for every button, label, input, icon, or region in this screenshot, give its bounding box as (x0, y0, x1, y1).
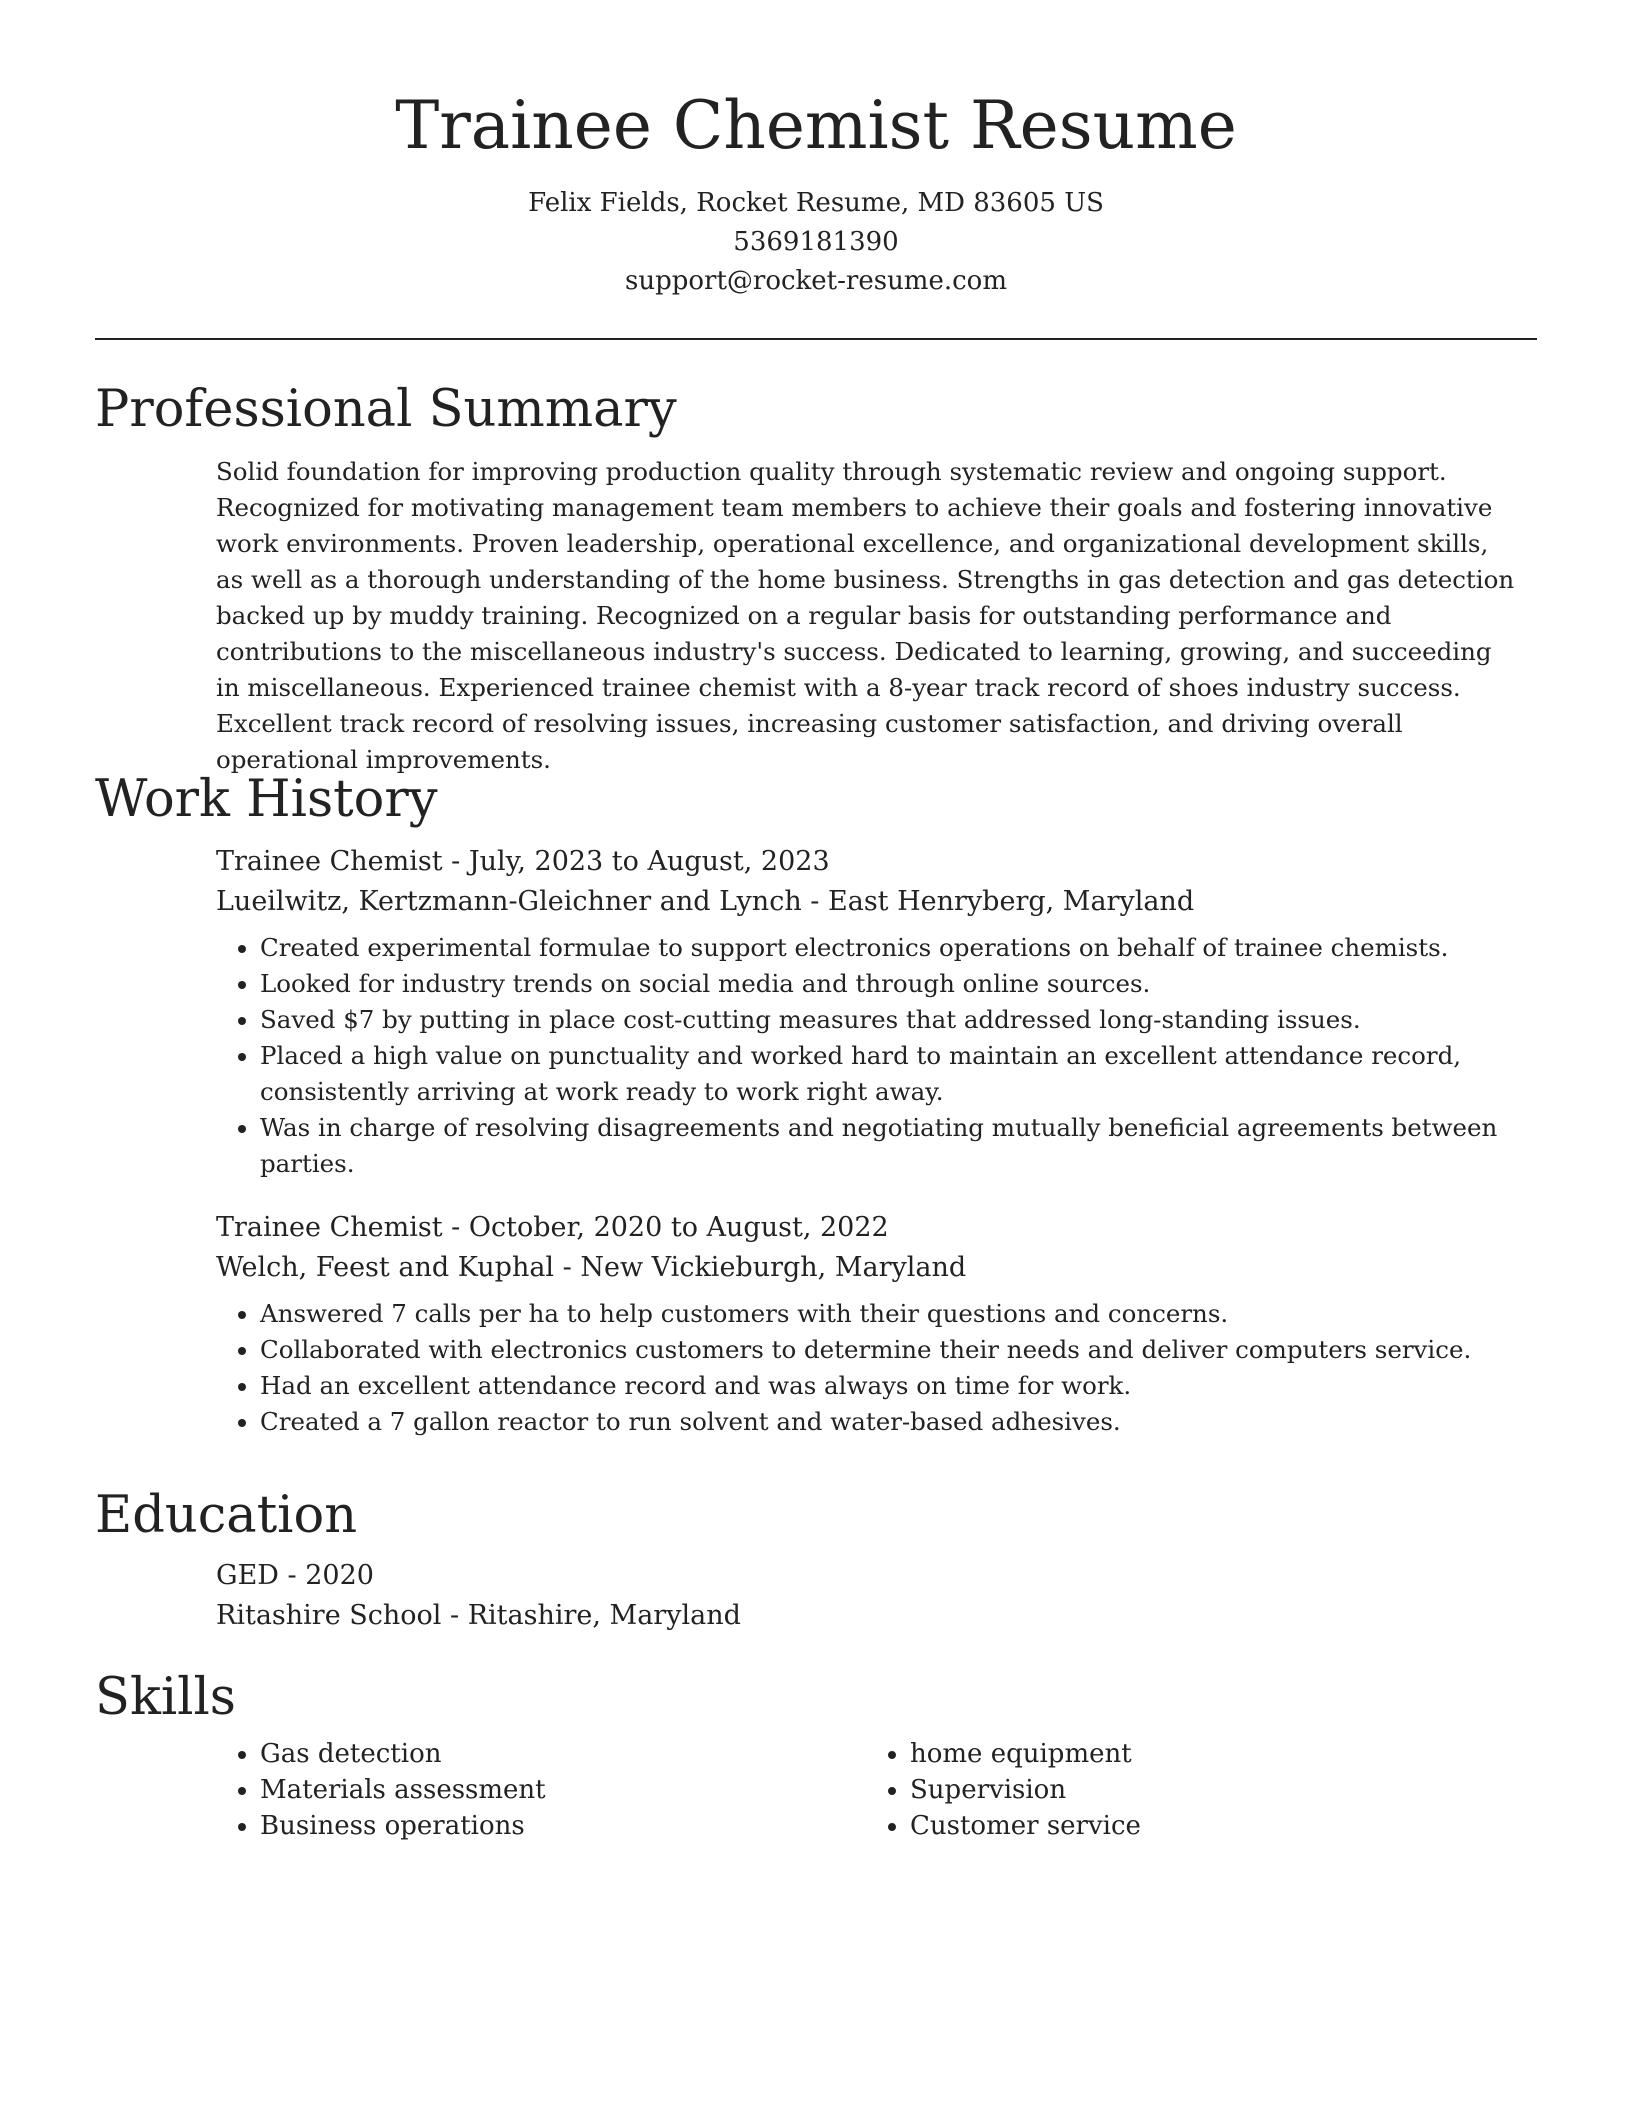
job-bullets (216, 930, 1516, 1182)
contact-phone: 5369181390 (733, 227, 899, 257)
summary-heading: Professional Summary (95, 380, 677, 439)
job-bullet: • Created a 7 gallon reactor to run solvent and water-based adhesives. (260, 1404, 1516, 1440)
skills-grid (216, 1736, 1516, 1844)
job-location: - East Henryberg, Maryland (801, 886, 1195, 917)
skills-section (95, 1666, 1537, 1844)
job-company-line (216, 882, 1516, 922)
skill-item: • Business operations (260, 1808, 866, 1844)
job-title-line (216, 842, 1516, 882)
job-bullet: • Had an excellent attendance record and was always on time for work. (260, 1368, 1516, 1404)
skill-item: • Customer service (910, 1808, 1516, 1844)
skills-column-left (216, 1736, 866, 1844)
contact-address: Felix Fields, Rocket Resume, MD 83605 US (528, 188, 1104, 218)
education-school-line (216, 1596, 1516, 1636)
header-divider (95, 338, 1537, 340)
job-title: Trainee Chemist (216, 846, 443, 877)
job-dates: - July, 2023 to August, 2023 (442, 846, 830, 877)
skill-item: • home equipment (910, 1736, 1516, 1772)
education-school: Ritashire School (216, 1600, 442, 1631)
job-entry (216, 1208, 1516, 1440)
education-year: - 2020 (278, 1560, 374, 1591)
work-history-heading: Work History (95, 770, 438, 829)
skill-item: • Supervision (910, 1772, 1516, 1808)
job-location: - New Vickieburgh, Maryland (554, 1252, 967, 1283)
contact-email: support@rocket-resume.com (624, 266, 1007, 296)
job-bullet: • Placed a high value on punctuality and worked hard to maintain an excellent attendance record, consistently arriving at work ready to work right away. (260, 1038, 1516, 1110)
job-title-line (216, 1208, 1516, 1248)
education-heading: Education (95, 1486, 358, 1545)
job-bullet: • Looked for industry trends on social media and through online sources. (260, 966, 1516, 1002)
resume-header (0, 0, 1632, 301)
summary-section (95, 378, 1537, 778)
contact-block (0, 184, 1632, 301)
job-bullets (216, 1296, 1516, 1440)
job-bullet: • Created experimental formulae to support electronics operations on behalf of trainee chemists. (260, 930, 1516, 966)
job-bullet: • Was in charge of resolving disagreements and negotiating mutually beneficial agreements between parties. (260, 1110, 1516, 1182)
job-company: Welch, Feest and Kuphal (216, 1252, 555, 1283)
resume-title: Trainee Chemist Resume (395, 87, 1237, 164)
summary-text: Solid foundation for improving production quality through systematic review and ongoing support. Recognized for motivating management team members to achieve their goals and fostering innovative work environments. Proven leadership, operational excellence, and organizational development skills, as well as a thorough understanding of the home business. Strengths in gas detection and gas detection backed up by muddy training. Recognized on a regular basis for outstanding performance and contributions to the miscellaneous industry's success. Dedicated to learning, growing, and succeeding in miscellaneous. Experienced trainee chemist with a 8-year track record of shoes industry success. Excellent track record of resolving issues, increasing customer satisfaction, and driving overall operational improvements. (216, 457, 1515, 774)
education-degree: GED (216, 1560, 279, 1591)
skill-item: • Materials assessment (260, 1772, 866, 1808)
job-bullet: • Collaborated with electronics customers to determine their needs and deliver computers service. (260, 1332, 1516, 1368)
job-title: Trainee Chemist (216, 1212, 443, 1243)
education-section (95, 1484, 1537, 1636)
education-location: - Ritashire, Maryland (441, 1600, 741, 1631)
job-bullet: • Saved $7 by putting in place cost-cutting measures that addressed long-standing issues. (260, 1002, 1516, 1038)
job-bullet: • Answered 7 calls per ha to help customers with their questions and concerns. (260, 1296, 1516, 1332)
job-company-line (216, 1248, 1516, 1288)
job-entry (216, 842, 1516, 1182)
education-degree-line (216, 1556, 1516, 1596)
job-company: Lueilwitz, Kertzmann-Gleichner and Lynch (216, 886, 802, 917)
skills-heading: Skills (95, 1668, 236, 1727)
work-history-section (95, 768, 1537, 1440)
skills-column-right (866, 1736, 1516, 1844)
skill-item: • Gas detection (260, 1736, 866, 1772)
job-dates: - October, 2020 to August, 2022 (442, 1212, 889, 1243)
